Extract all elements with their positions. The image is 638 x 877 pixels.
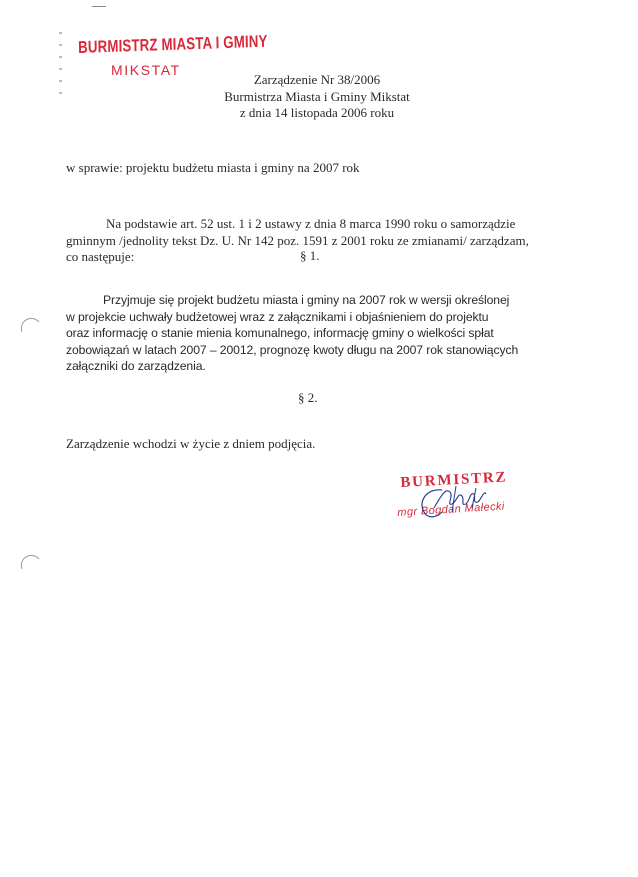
- margin-marks: [57, 30, 65, 100]
- stamp-title: BURMISTRZ MIASTA I GMINY: [78, 31, 268, 57]
- signature-stamp-name: mgr Bogdan Małecki: [397, 500, 506, 519]
- document-header: [200, 72, 434, 122]
- subject-line: w sprawie: projektu budżetu miasta i gminy na 2007 rok: [66, 160, 360, 175]
- section-1-line: załączniki do zarządzenia.: [66, 359, 206, 374]
- section-1-body: [66, 292, 518, 375]
- preamble-line: Na podstawie art. 52 ust. 1 i 2 ustawy z dnia 8 marca 1990 roku o samorządzie: [106, 216, 516, 231]
- section-2-text: Zarządzenie wchodzi w życie z dniem podjęcia.: [66, 436, 316, 451]
- preamble-line: gminnym /jednolity tekst Dz. U. Nr 142 poz. 1591 z 2001 roku ze zmianami/ zarządzam,: [66, 232, 529, 248]
- stamp-town: MIKSTAT: [111, 62, 181, 78]
- punch-hole-mark: [18, 318, 42, 342]
- ordinance-number: Zarządzenie Nr 38/2006: [253, 72, 381, 87]
- section-1-line: oraz informację o stanie mienia komunalnego, informację gminy o wielkości spłat: [66, 326, 494, 341]
- section-1-line: w projekcie uchwały budżetowej wraz z załącznikami i objaśnieniem do projektu: [66, 309, 489, 324]
- preamble: [66, 216, 529, 266]
- issuer: Burmistrza Miasta i Gminy Mikstat: [224, 88, 410, 104]
- issue-date: z dnia 14 listopada 2006 roku: [239, 105, 395, 120]
- handwritten-signature: [412, 478, 494, 524]
- section-1-heading: § 1.: [300, 248, 320, 263]
- scan-mark: [92, 6, 106, 7]
- preamble-line: co następuje:: [66, 249, 135, 265]
- section-1-line: zobowiązań w latach 2007 – 20012, prognozę kwoty długu na 2007 rok stanowiących: [66, 342, 519, 357]
- signature-stamp-title: BURMISTRZ: [400, 469, 508, 491]
- section-1-line: Przyjmuje się projekt budżetu miasta i gminy na 2007 rok w wersji określonej: [103, 293, 510, 307]
- section-2-heading: § 2.: [298, 390, 318, 405]
- punch-hole-mark: [18, 555, 42, 579]
